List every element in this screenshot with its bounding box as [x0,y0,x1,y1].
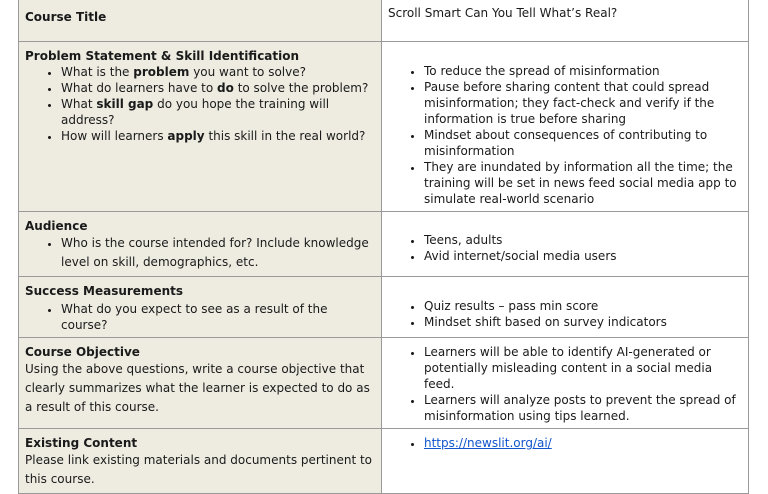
course-title-value[interactable]: Scroll Smart Can You Tell What’s Real? [388,6,618,20]
problem-questions-list [25,64,375,144]
answer-item: • Teens, adults [424,232,742,248]
question-item: • What is the problem you want to solve? [61,64,375,80]
answer-item: • Learners will analyze posts to prevent the spread of misinformation using tips learned. [424,392,742,424]
row-audience [19,212,749,277]
link-item [424,435,742,451]
newslit-link[interactable]: https://newslit.org/ai/ [424,436,552,450]
course-design-table [18,0,749,494]
answer-item: • Learners will be able to identify AI-generated or potentially misleading content in a social media feed. [424,344,742,392]
question-item: • Who is the course intended for? Include knowledge level on skill, demographics, etc. [61,234,375,272]
answer-item: • They are inundated by information all the time; the training will be set in news feed social media app to simulate real-world scenario [424,159,742,207]
answer-item: • Mindset shift based on survey indicators [424,314,742,330]
problem-statement-label-cell [19,42,382,212]
existing-content-list [388,435,742,451]
question-item: • What do you expect to see as a result of the course? [61,301,375,333]
existing-content-answer-cell[interactable] [382,429,749,494]
success-answers-list [388,298,742,330]
course-title-value-cell[interactable] [382,0,749,42]
existing-content-heading: Existing Content [25,436,138,450]
objective-description: Using the above questions, write a course objective that clearly summarizes what the learner is expected to do as a result of this course. [25,362,370,414]
audience-heading: Audience [25,219,88,233]
question-item: • What do learners have to do to solve the problem? [61,80,375,96]
row-existing-content [19,429,749,494]
success-answer-cell[interactable] [382,277,749,338]
answer-item: • To reduce the spread of misinformation [424,63,742,79]
existing-content-description: Please link existing materials and documents pertinent to this course. [25,453,373,486]
course-title-heading: Course Title [25,10,107,24]
success-label-cell [19,277,382,338]
audience-label-cell [19,212,382,277]
audience-answer-cell[interactable] [382,212,749,277]
objective-heading: Course Objective [25,345,140,359]
answer-item: • Pause before sharing content that could spread misinformation; they fact-check and verify if the information is true before sharing [424,79,742,127]
course-title-label-cell [19,0,382,42]
audience-questions-list [25,234,375,272]
problem-answers-list [388,63,742,207]
problem-statement-answer-cell[interactable] [382,42,749,212]
success-questions-list [25,301,375,333]
row-course-title [19,0,749,42]
question-item: • How will learners apply this skill in the real world? [61,128,375,144]
answer-item: • Avid internet/social media users [424,248,742,264]
question-item: • What skill gap do you hope the training will address? [61,96,375,128]
row-success-measurements [19,277,749,338]
audience-answers-list [388,232,742,264]
success-heading: Success Measurements [25,284,183,298]
objective-answers-list [388,344,742,424]
answer-item: • Mindset about consequences of contributing to misinformation [424,127,742,159]
objective-label-cell [19,338,382,429]
row-course-objective [19,338,749,429]
problem-statement-heading: Problem Statement & Skill Identification [25,49,300,63]
row-problem-statement [19,42,749,212]
answer-item: • Quiz results – pass min score [424,298,742,314]
objective-answer-cell[interactable] [382,338,749,429]
existing-content-label-cell [19,429,382,494]
